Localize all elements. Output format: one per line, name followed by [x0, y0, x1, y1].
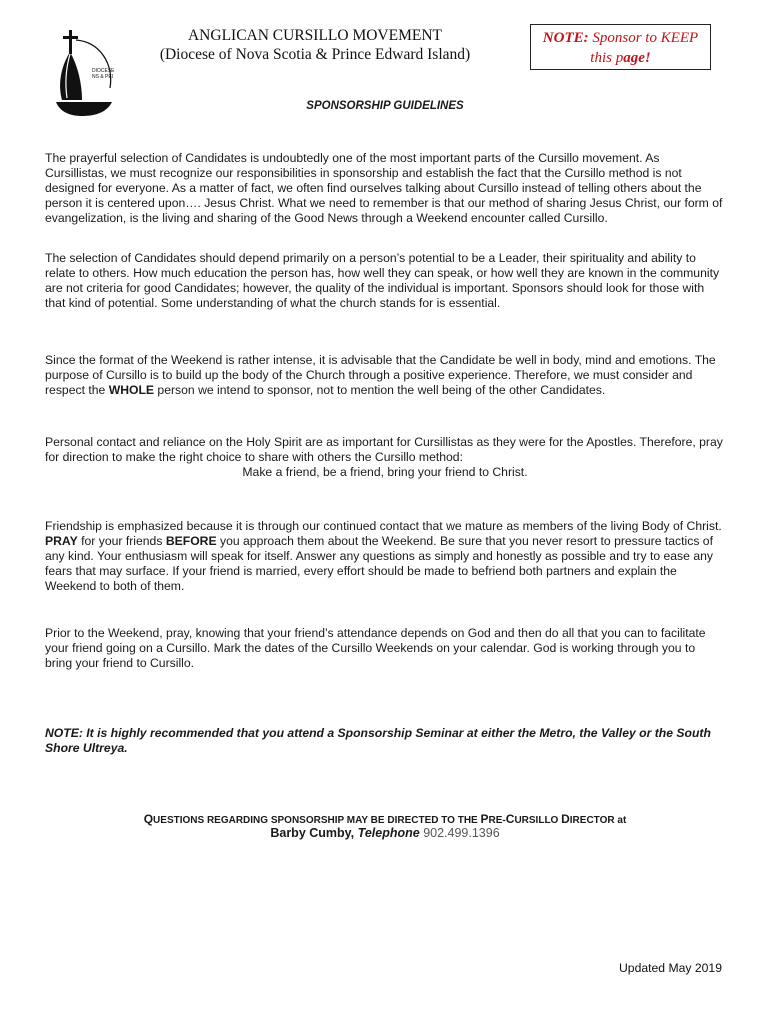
q-part1: UESTIONS REGARDING SPONSORSHIP MAY BE DIRECTED TO THE: [153, 815, 481, 826]
q-part2: RE-: [488, 815, 506, 826]
paragraph-prior-weekend: Prior to the Weekend, pray, knowing that your friend’s attendance depends on God and then do all that you can to facilitate your friend going on a Cursillo. Mark the dates of the Cursillo Weekends on your calendar. God is working through you to bring your friend to Cursillo.: [45, 626, 706, 670]
paragraph-personal-contact: [45, 435, 725, 480]
seminar-note: NOTE: It is highly recommended that you attend a Sponsorship Seminar at either the Metro, the Valley or the South Shore Ultreya.: [45, 726, 711, 755]
q-part4: IRECTOR at: [569, 815, 627, 826]
q-cap-p: P: [480, 812, 489, 826]
org-subtitle: (Diocese of Nova Scotia & Prince Edward Island): [159, 46, 471, 63]
contact-line: [0, 826, 770, 840]
p5-text-c: you approach them about the Weekend. Be sure that you never resort to pressure tactics of any kind. Your enthusiasm will speak for itself. Answer any questions as simply and honestly as possible and try to ease any fears that may surface. If your friend is married, every effort should be made to befriend both partners and explain the Weekend to both of them.: [45, 534, 713, 593]
paragraph-criteria: The selection of Candidates should depend primarily on a person’s potential to be a Leader, their spirituality and ability to relate to others. How much education the person has, how well they can speak, or how well they are known in the community are not criteria for good Candidates; however, the quality of the individual is important. Sponsors should look for those with that kind of potential. Some understanding of what the church stands for is essential.: [45, 251, 720, 310]
p3-whole: WHOLE: [108, 383, 155, 397]
note-line2-start: this p: [590, 50, 624, 66]
p4-text: Personal contact and reliance on the Holy Spirit are as important for Cursillistas as they were for the Apostles. Therefore, pray for direction to make the right choice to share with others the Cursillo method:: [45, 435, 723, 464]
org-title: ANGLICAN CURSILLO MOVEMENT: [187, 27, 443, 44]
paragraph-friendship: [45, 519, 725, 594]
note-line1: Sponsor to KEEP: [592, 30, 699, 46]
p5-before: BEFORE: [165, 534, 217, 548]
updated-date: Updated May 2019: [619, 961, 722, 975]
p5-pray: PRAY: [45, 534, 78, 548]
q-part3: URSILLO: [514, 815, 562, 826]
svg-text:DIOCESE: DIOCESE: [92, 68, 115, 74]
svg-text:NS & PEI: NS & PEI: [92, 74, 114, 80]
q-cap-c: C: [505, 812, 515, 826]
note-line2-end: age!: [623, 50, 651, 66]
page-title: SPONSORSHIP GUIDELINES: [306, 100, 464, 112]
paragraph-weekend-format: [45, 353, 725, 398]
q-cap-d: D: [561, 812, 570, 826]
note-label: NOTE:: [542, 30, 589, 46]
q-cap-q: Q: [143, 812, 154, 826]
p4-motto: Make a friend, be a friend, bring your friend to Christ.: [242, 465, 528, 479]
contact-phone: 902.499.1396: [423, 826, 500, 840]
document-header: [150, 26, 480, 64]
paragraph-selection: The prayerful selection of Candidates is undoubtedly one of the most important parts of the Cursillo movement. As Cursillistas, we must recognize our responsibilities in sponsorship and establish the fact that the Cursillo method is not designed for everyone. As a matter of fact, we often find ourselves talking about Cursillo instead of telling others about the person it is centered upon…. Jesus Christ. What we need to remember is that our method of sharing Jesus Christ, our form of evangelization, is the living and sharing of the Good News through a Weekend encounter called Cursillo.: [45, 151, 723, 225]
sponsor-note-box: [530, 24, 711, 70]
p3-text-b: person we intend to sponsor, not to mention the well being of the other Candidates.: [154, 383, 606, 397]
contact-phone-label: Telephone: [357, 826, 420, 840]
p3-text-a: Since the format of the Weekend is rather intense, it is advisable that the Candidate be well in body, mind and emotions. The purpose of Cursillo is to build up the body of the Church through a positive experience. Therefore, we must consider and respect the: [45, 353, 716, 397]
p5-text-a: Friendship is emphasized because it is through our continued contact that we mature as members of the living Body of Christ.: [45, 519, 722, 533]
contact-name: Barby Cumby,: [270, 826, 355, 840]
p5-text-b: for your friends: [77, 534, 166, 548]
